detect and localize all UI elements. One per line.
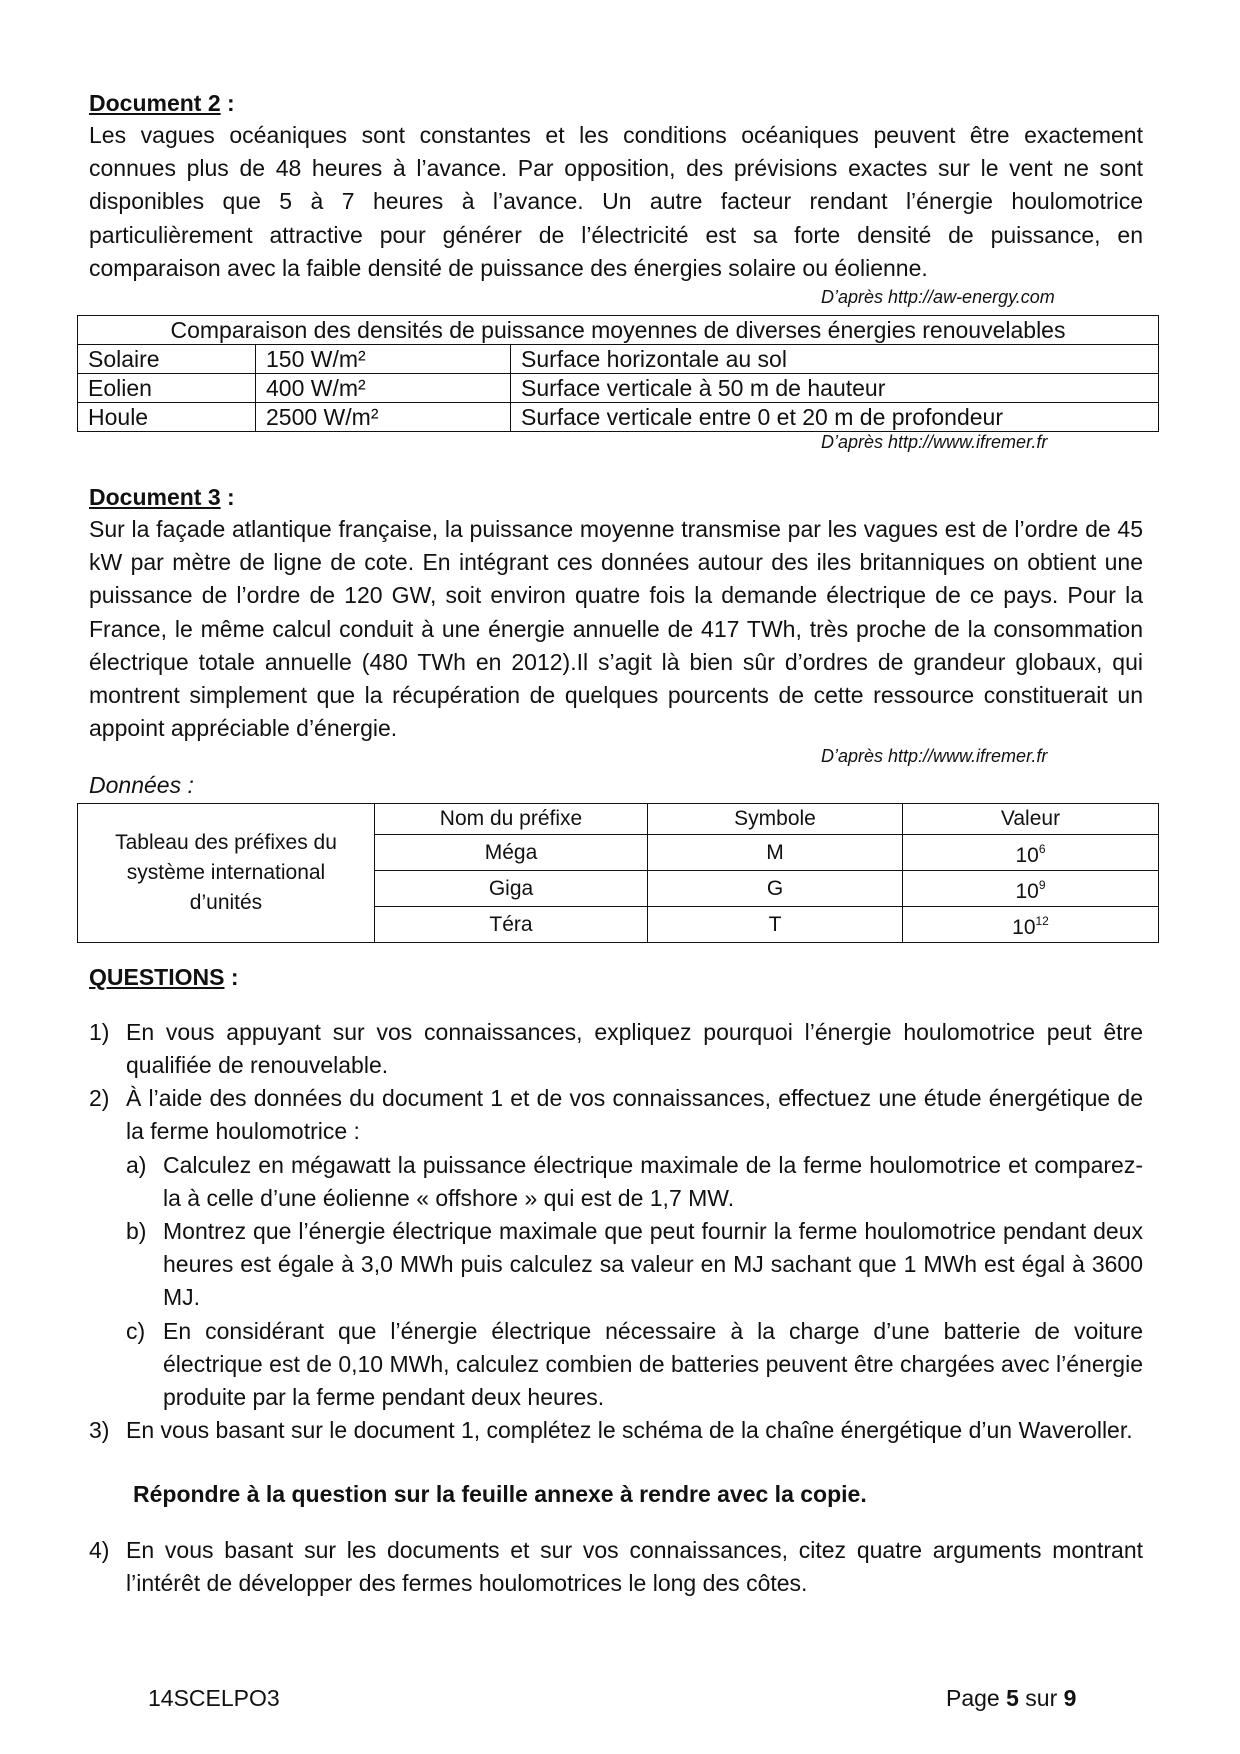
document-3-section <box>89 483 1143 511</box>
table-row <box>78 403 1159 432</box>
prefix-name: Téra <box>375 907 648 943</box>
table-caption: Comparaison des densités de puissance moyennes de diverses énergies renouvelables <box>78 316 1159 345</box>
document-3-heading: Document 3 : <box>89 484 235 510</box>
question-4 <box>89 1534 1143 1600</box>
table-cell: Houle <box>78 403 256 432</box>
prefix-symbol: T <box>648 907 903 943</box>
document-2-heading: Document 2 : <box>89 90 235 116</box>
column-header: Symbole <box>648 804 903 835</box>
table-row <box>78 345 1159 374</box>
question-2b <box>126 1215 1143 1315</box>
table-row <box>78 804 1159 835</box>
question-number: 1) <box>89 1019 110 1045</box>
table-1-source: D’après http://www.ifremer.fr <box>821 432 1048 452</box>
question-2 <box>89 1082 1143 1148</box>
table-cell: Solaire <box>78 345 256 374</box>
question-number: c) <box>126 1318 146 1344</box>
table-cell: Surface verticale à 50 m de hauteur <box>511 374 1159 403</box>
donnees-label: Données : <box>89 772 194 798</box>
question-2c <box>126 1315 1143 1415</box>
document-2-source: D’après http://aw-energy.com <box>821 287 1055 307</box>
prefix-symbol: M <box>648 835 903 871</box>
table-cell: 2500 W/m² <box>256 403 511 432</box>
prefix-name: Méga <box>375 835 648 871</box>
column-header: Nom du préfixe <box>375 804 648 835</box>
question-1 <box>89 1016 1143 1082</box>
prefix-symbol: G <box>648 871 903 907</box>
document-2-body <box>89 119 1143 285</box>
questions-section <box>89 963 1143 991</box>
question-3 <box>89 1414 1143 1447</box>
question-number: 2) <box>89 1085 110 1111</box>
question-text: En considérant que l’énergie électrique nécessaire à la charge d’une batterie de voiture électrique est de 0,10 MWh, calculez combien de batteries peuvent être chargées avec l’énergie produite par la ferme pendant deux heures. <box>163 1318 1143 1411</box>
question-text: En vous basant sur le document 1, complétez le schéma de la chaîne énergétique d’un Waveroller. <box>126 1417 1133 1443</box>
document-2-text: Les vagues océaniques sont constantes et les conditions océaniques peuvent être exactement connues plus de 48 heures à l’avance. Par opposition, des prévisions exactes sur le vent ne sont disponibles que 5 à 7 heures à l’avance. Un autre facteur rendant l’énergie houlomotrice particulièrement attractive pour générer de l’électricité est sa forte densité de puissance, en comparaison avec la faible densité de puissance des énergies solaire ou éolienne. <box>89 122 1143 281</box>
prefix-value: $10^9$ <box>903 871 1159 907</box>
question-text: En vous appuyant sur vos connaissances, expliquez pourquoi l’énergie houlomotrice peut être qualifiée de renouvelable. <box>126 1019 1143 1079</box>
column-header: Valeur <box>903 804 1159 835</box>
prefix-value: $10^6$ <box>903 835 1159 871</box>
document-3-source: D’après http://www.ifremer.fr <box>821 746 1048 766</box>
si-prefix-table-label: Tableau des préfixes du système international d’unités <box>78 804 375 943</box>
table-caption-row <box>78 316 1159 345</box>
table-cell: 150 W/m² <box>256 345 511 374</box>
power-density-table <box>77 315 1159 432</box>
prefix-value: $10^{12}$ <box>903 907 1159 943</box>
question-text: À l’aide des données du document 1 et de vos connaissances, effectuez une étude énergétique de la ferme houlomotrice : <box>126 1085 1143 1145</box>
question-number: a) <box>126 1152 147 1178</box>
annex-instruction: Répondre à la question sur la feuille annexe à rendre avec la copie. <box>133 1481 867 1507</box>
document-3-body <box>89 513 1143 745</box>
table-cell: 400 W/m² <box>256 374 511 403</box>
table-cell: Surface horizontale au sol <box>511 345 1159 374</box>
document-2-section <box>89 89 1143 117</box>
table-cell: Eolien <box>78 374 256 403</box>
question-number: b) <box>126 1218 147 1244</box>
document-3-text: Sur la façade atlantique française, la puissance moyenne transmise par les vagues est de l’ordre de 45 kW par mètre de ligne de cote. En intégrant ces données autour des iles britanniques on obtient une puissance de l’ordre de 120 GW, soit environ quatre fois la demande électrique de ce pays. Pour la France, le même calcul conduit à une énergie annuelle de 417 TWh, très proche de la consommation électrique totale annuelle (480 TWh en 2012).Il s’agit là bien sûr d’ordres de grandeur globaux, qui montrent simplement que la récupération de quelques pourcents de cette ressource constituerait un appoint appréciable d’énergie. <box>89 516 1143 742</box>
question-text: Montrez que l’énergie électrique maximale que peut fournir la ferme houlomotrice pendant deux heures est égale à 3,0 MWh puis calculez sa valeur en MJ sachant que 1 MWh est égal à 3600 MJ. <box>163 1218 1143 1311</box>
prefix-name: Giga <box>375 871 648 907</box>
si-prefix-table <box>77 803 1159 943</box>
page-number: Page 5 sur 9 <box>946 1685 1077 1711</box>
question-number: 3) <box>89 1417 110 1443</box>
questions-heading: QUESTIONS : <box>89 964 239 990</box>
exam-code: 14SCELPO3 <box>148 1685 280 1711</box>
question-2a <box>126 1149 1143 1215</box>
table-cell: Surface verticale entre 0 et 20 m de profondeur <box>511 403 1159 432</box>
question-number: 4) <box>89 1537 110 1563</box>
question-text: En vous basant sur les documents et sur vos connaissances, citez quatre arguments montrant l’intérêt de développer des fermes houlomotrices le long des côtes. <box>126 1537 1143 1597</box>
table-row <box>78 374 1159 403</box>
question-text: Calculez en mégawatt la puissance électrique maximale de la ferme houlomotrice et comparez-la à celle d’une éolienne « offshore » qui est de 1,7 MW. <box>163 1152 1143 1212</box>
